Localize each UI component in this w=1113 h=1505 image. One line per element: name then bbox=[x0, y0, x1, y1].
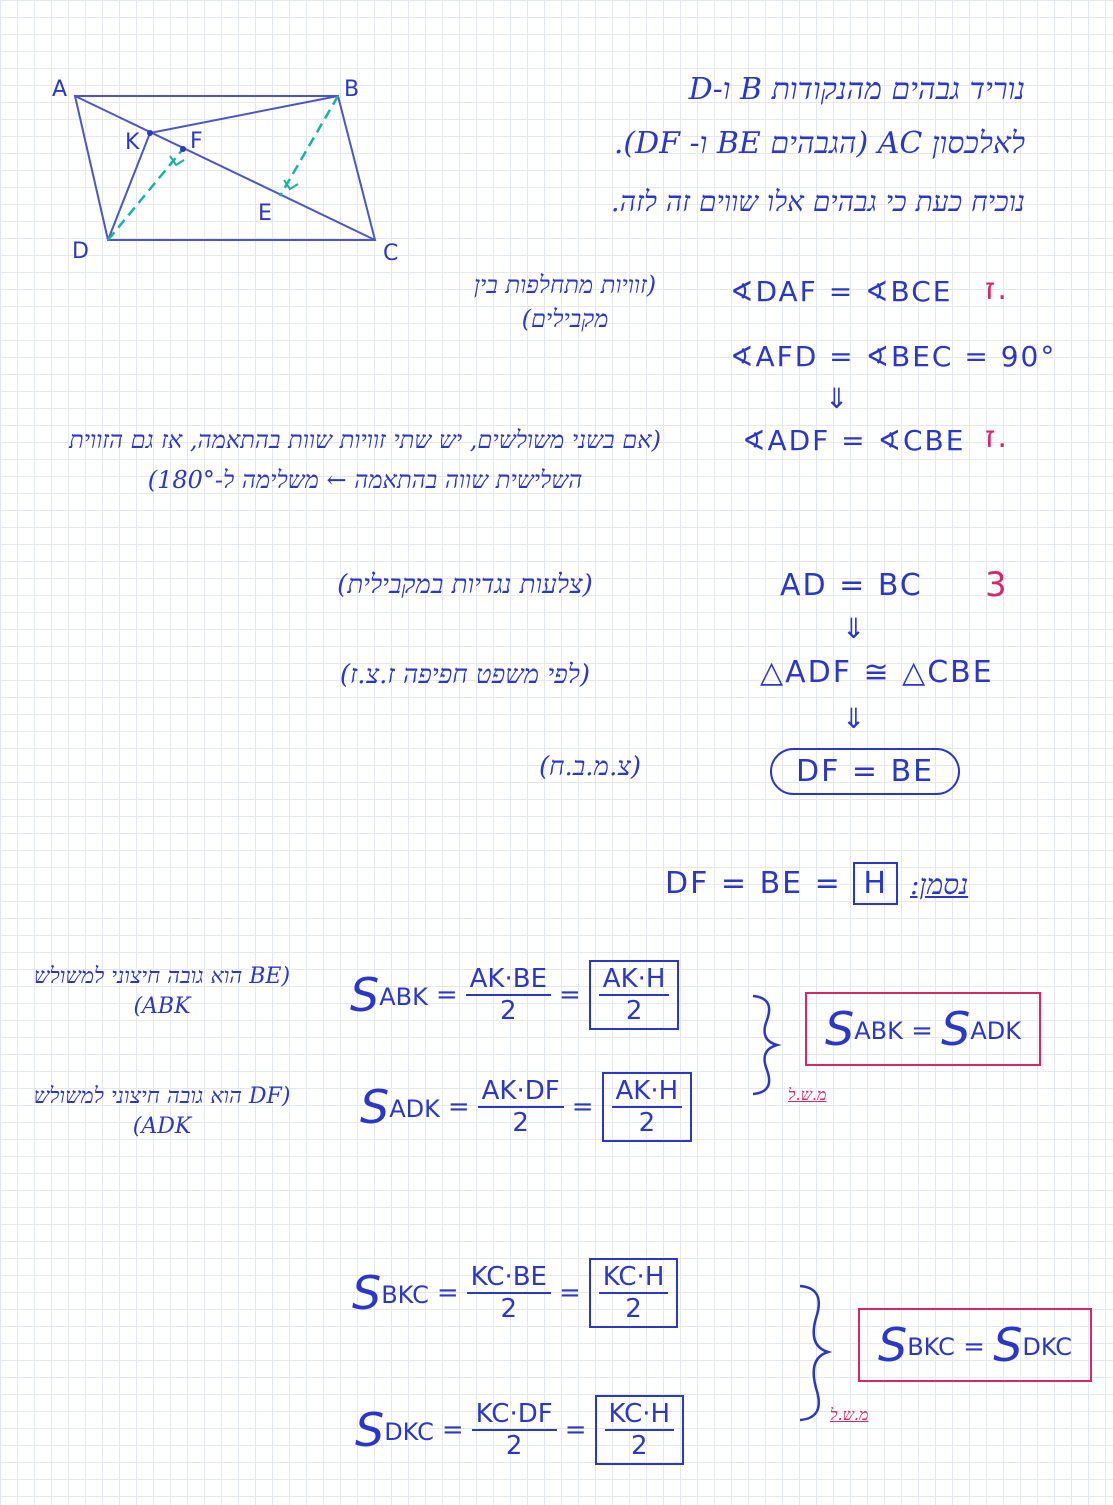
adk-eq-1: = bbox=[447, 1092, 470, 1122]
intro-line-3: נוכיח כעת כי גבהים אלו שווים זה לזה. bbox=[610, 185, 1025, 218]
step-5-reason: (לפי משפט חפיפה ז.צ.ז) bbox=[339, 660, 591, 690]
label-k: K bbox=[125, 130, 140, 155]
result-abk-adk bbox=[805, 992, 1041, 1066]
adk-s: S bbox=[360, 1080, 390, 1134]
dkc-num: KC·DF bbox=[472, 1399, 557, 1431]
abk-boxnum: AK·H bbox=[599, 964, 670, 996]
notation-var-h: H bbox=[853, 862, 898, 905]
step-6-statement: DF = BE bbox=[770, 748, 960, 795]
adk-reason: (DF הוא גובה חיצוני למשולש ADK) bbox=[33, 1084, 291, 1139]
adk-eq-2: = bbox=[571, 1092, 594, 1122]
adk-num: AK·DF bbox=[478, 1076, 564, 1108]
dkc-den: 2 bbox=[505, 1431, 523, 1461]
abk-den: 2 bbox=[500, 996, 517, 1026]
abk-sub: ABK bbox=[379, 983, 428, 1011]
abk-boxden: 2 bbox=[625, 996, 643, 1026]
adk-den: 2 bbox=[512, 1108, 529, 1138]
result1-s-right: S bbox=[941, 1002, 971, 1056]
step-5-statement: △ADF ≅ △CBE bbox=[760, 655, 994, 690]
step-3-statement: ∢ADF = ∢CBE bbox=[742, 424, 966, 457]
dkc-s: S bbox=[355, 1403, 385, 1457]
result2-s-left: S bbox=[878, 1318, 908, 1372]
label-b: B bbox=[344, 77, 360, 102]
bkc-fraction bbox=[467, 1262, 551, 1324]
intro-line-2: לאלכסון AC (הגבהים BE ו- DF). bbox=[613, 126, 1025, 161]
implies-arrow-2: ⇓ bbox=[842, 612, 866, 645]
step-6-reason: (צ.מ.ב.ח) bbox=[538, 752, 642, 782]
abk-num: AK·BE bbox=[466, 964, 551, 996]
parallelogram-diagram bbox=[40, 70, 420, 270]
area-adk-formula bbox=[360, 1072, 692, 1142]
adk-fraction bbox=[478, 1076, 564, 1138]
result1-eq: = bbox=[911, 1016, 933, 1046]
step-3-number: ז. bbox=[985, 420, 1009, 455]
notation-expression bbox=[665, 866, 898, 901]
step-1-statement: ∢DAF = ∢BCE bbox=[730, 275, 953, 308]
point-f bbox=[180, 146, 186, 152]
label-d: D bbox=[72, 239, 89, 264]
bkc-s: S bbox=[352, 1266, 382, 1320]
step-1-number: ז. bbox=[985, 272, 1009, 307]
dkc-boxnum: KC·H bbox=[605, 1399, 675, 1431]
dkc-fraction bbox=[472, 1399, 557, 1461]
dkc-boxed-fraction bbox=[595, 1395, 685, 1465]
area-bkc-formula bbox=[352, 1258, 678, 1328]
result-bkc-dkc bbox=[858, 1308, 1092, 1382]
implies-arrow-3: ⇓ bbox=[842, 702, 866, 735]
abk-eq-1: = bbox=[435, 980, 458, 1010]
height-be bbox=[280, 96, 338, 196]
abk-s: S bbox=[350, 968, 380, 1022]
adk-sub: ADK bbox=[389, 1095, 440, 1123]
notation-label: נסמן: bbox=[910, 868, 969, 901]
bkc-eq-2: = bbox=[558, 1278, 581, 1308]
bkc-sub: BKC bbox=[381, 1281, 429, 1309]
abk-eq-2: = bbox=[559, 980, 581, 1010]
step-1-reason: (זוויות מתחלפות בין מקבילים) bbox=[473, 271, 657, 333]
adk-boxnum: AK·H bbox=[612, 1076, 683, 1108]
dkc-boxden: 2 bbox=[631, 1431, 648, 1461]
segment-kb bbox=[150, 96, 338, 133]
step-4-number: 3 bbox=[985, 565, 1009, 605]
height-df bbox=[108, 149, 183, 240]
bkc-eq-1: = bbox=[436, 1278, 459, 1308]
result1-left: ABK bbox=[854, 1017, 903, 1045]
bkc-boxnum: KC·H bbox=[599, 1262, 669, 1294]
dkc-eq-2: = bbox=[564, 1415, 587, 1445]
implies-arrow-1: ⇓ bbox=[825, 382, 849, 415]
adk-boxed-fraction bbox=[602, 1072, 693, 1142]
point-k bbox=[147, 130, 153, 136]
label-f: F bbox=[190, 129, 203, 154]
step-4-reason: (צלעות נגדיות במקבילית) bbox=[337, 570, 593, 600]
result2-s-right: S bbox=[993, 1318, 1023, 1372]
bkc-den: 2 bbox=[500, 1294, 518, 1324]
result2-left: BKC bbox=[907, 1333, 955, 1361]
bkc-boxden: 2 bbox=[625, 1294, 642, 1324]
bkc-boxed-fraction bbox=[589, 1258, 679, 1328]
bkc-num: KC·BE bbox=[467, 1262, 551, 1294]
result1-right: ADK bbox=[970, 1017, 1021, 1045]
intro-line-1: נוריד גבהים מהנקודות B ו-D bbox=[688, 72, 1025, 107]
step-2-statement: ∢AFD = ∢BEC = 90° bbox=[730, 340, 1057, 373]
dkc-sub: DKC bbox=[384, 1418, 434, 1446]
brace-2 bbox=[792, 1280, 837, 1425]
abk-fraction bbox=[466, 964, 551, 1026]
area-dkc-formula bbox=[355, 1395, 684, 1465]
step-3-reason: (אם בשני משולשים, יש שתי זוויות שוות בהתאמה, אז גם הזווית השלישית שווה בהתאמה ← משלימה ל-180°) bbox=[69, 426, 661, 494]
step-4-statement: AD = BC bbox=[780, 568, 923, 603]
adk-boxden: 2 bbox=[638, 1108, 656, 1138]
dkc-eq-1: = bbox=[441, 1415, 464, 1445]
notation-expr-text: DF = BE = bbox=[665, 866, 842, 901]
label-a: A bbox=[52, 77, 68, 102]
qed-mark-2: מ.ש.ל bbox=[830, 1405, 869, 1424]
brace-1 bbox=[745, 990, 785, 1100]
abk-reason: (BE הוא גובה חיצוני למשולש ABK) bbox=[33, 964, 291, 1019]
qed-mark-1: מ.ש.ל bbox=[788, 1085, 827, 1104]
result2-eq: = bbox=[963, 1332, 985, 1362]
result2-right: DKC bbox=[1022, 1333, 1073, 1361]
result1-s-left: S bbox=[825, 1002, 855, 1056]
label-c: C bbox=[383, 241, 399, 266]
abk-boxed-fraction bbox=[589, 960, 680, 1030]
area-abk-formula bbox=[350, 960, 679, 1030]
label-e: E bbox=[258, 201, 272, 226]
